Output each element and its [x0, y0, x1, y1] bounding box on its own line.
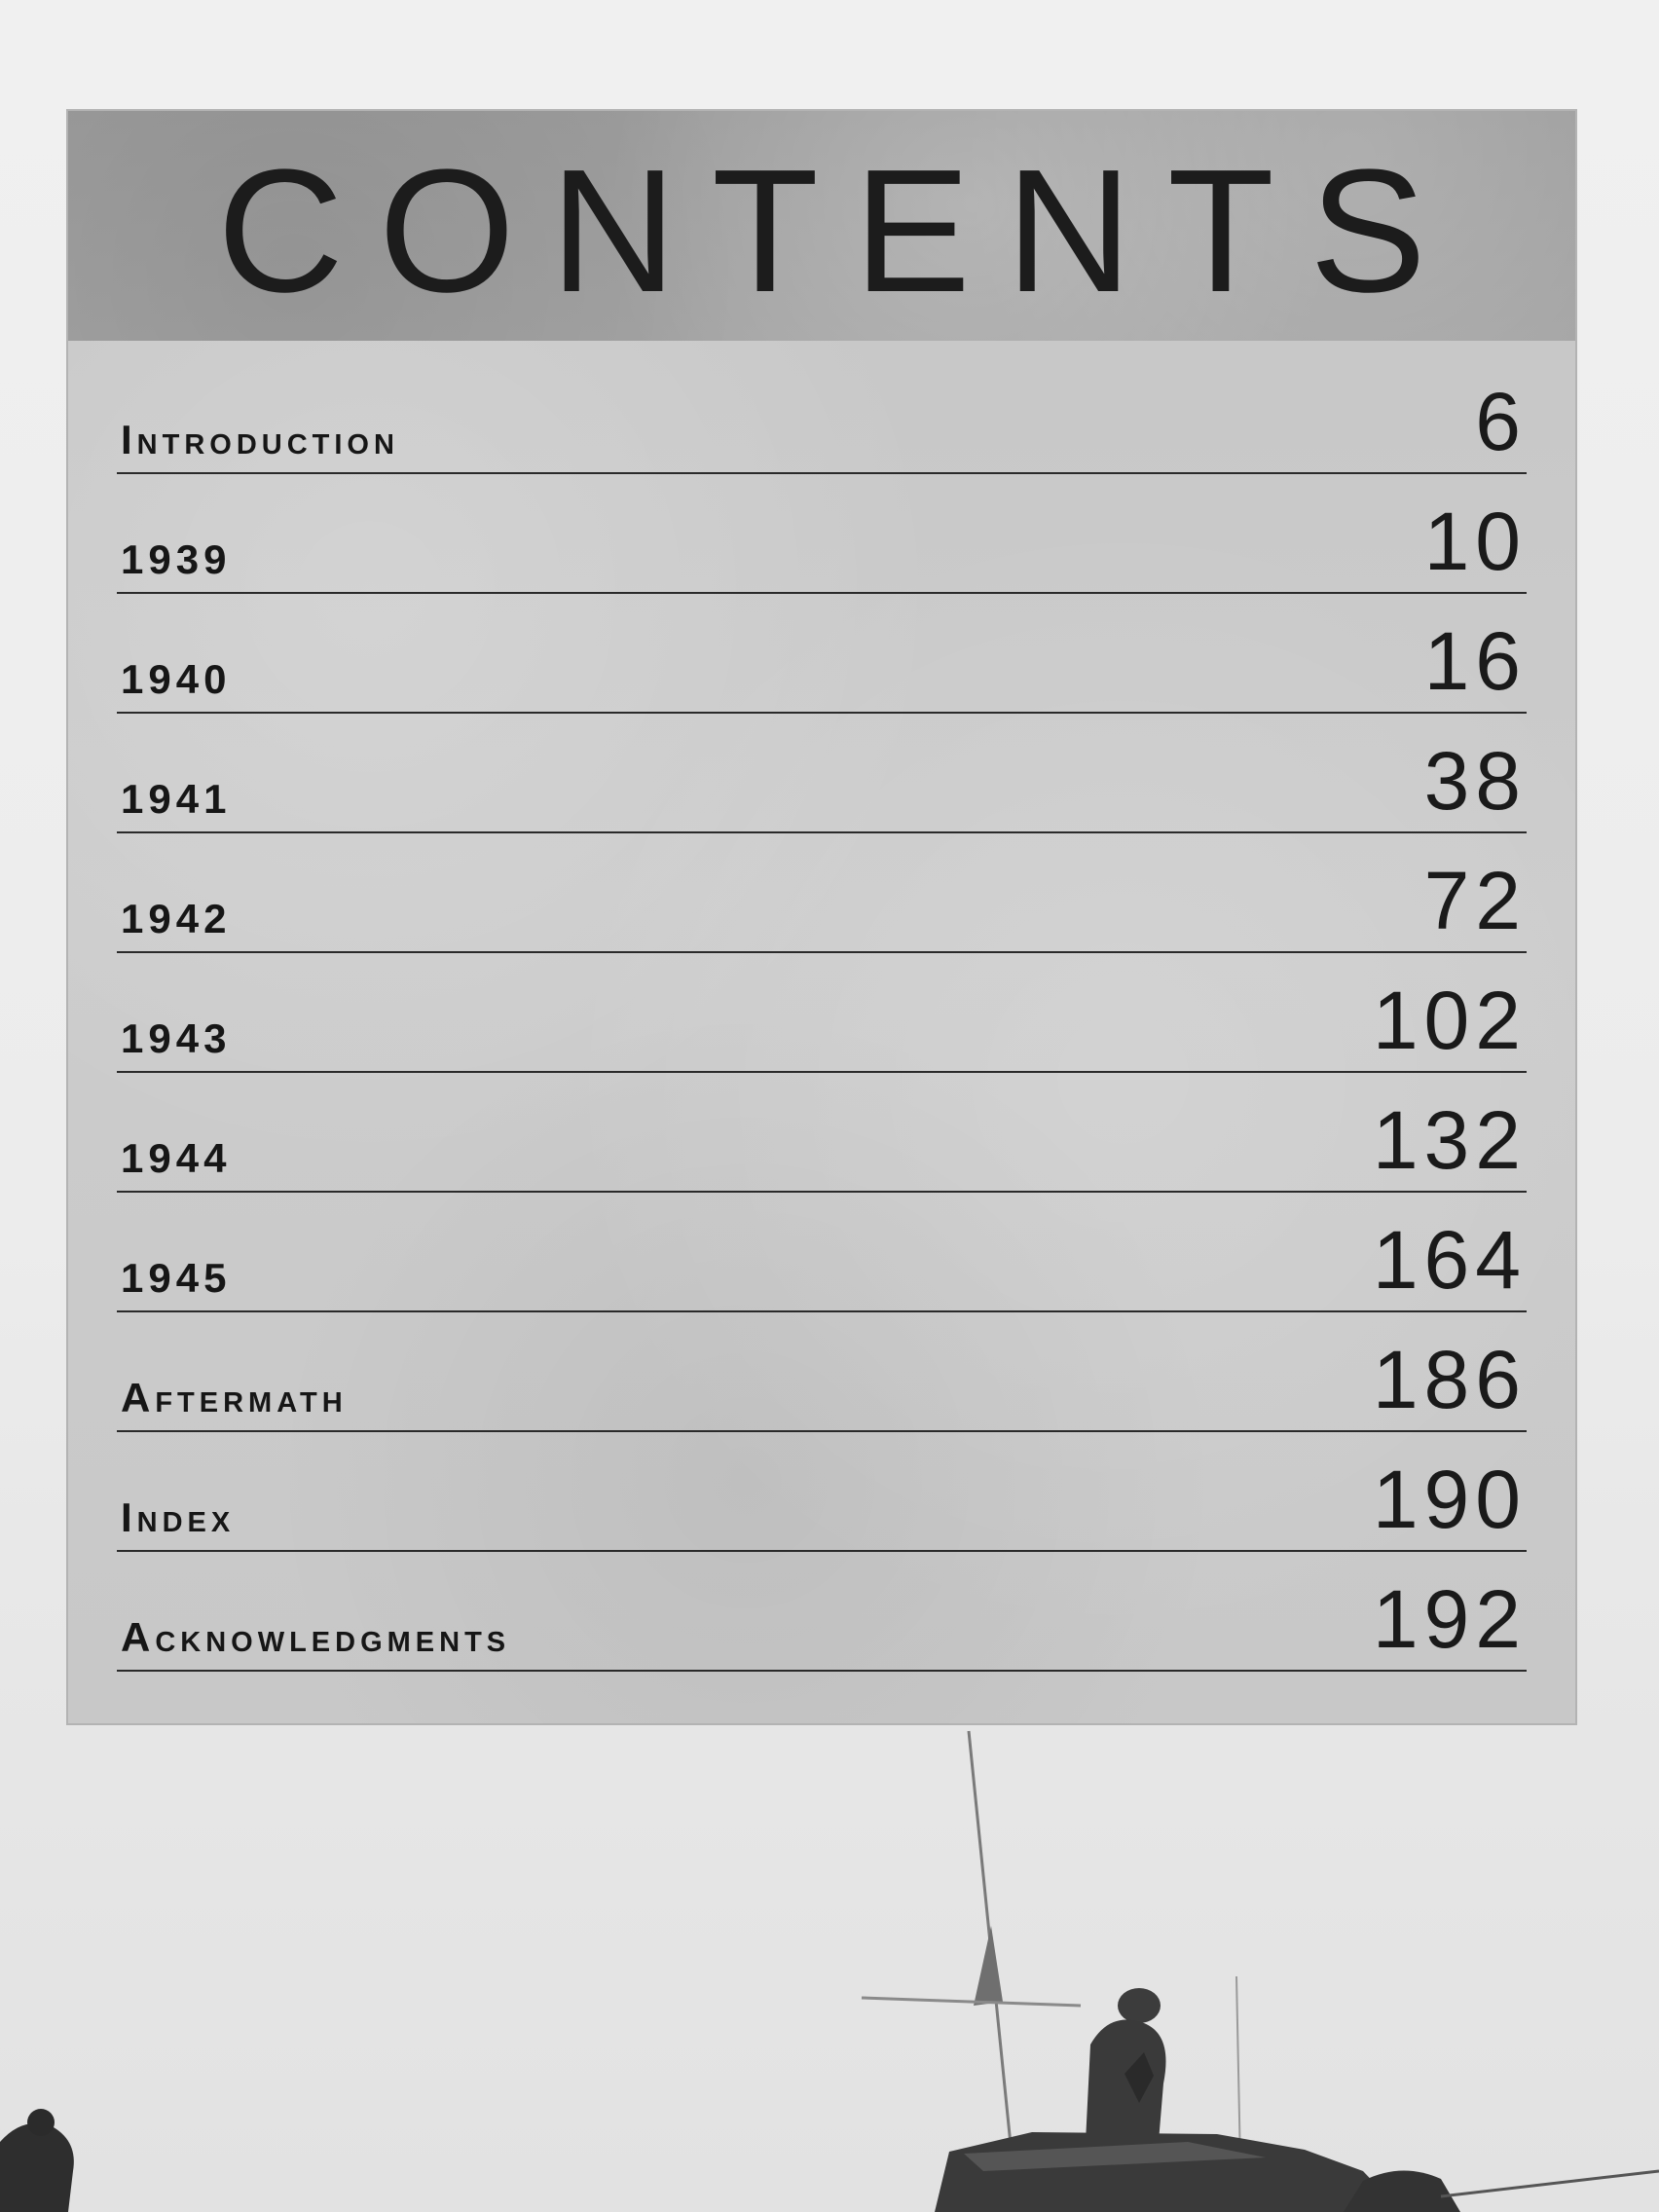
toc-entry-label: Index [121, 1494, 236, 1540]
toc-entry-label: Introduction [121, 417, 399, 462]
toc-entry-index[interactable] [117, 1432, 1527, 1552]
toc-entry-label: 1944 [121, 1135, 232, 1181]
toc-entry-1943[interactable] [117, 953, 1527, 1073]
toc-entry-1941[interactable] [117, 714, 1527, 833]
toc-entry-label: 1941 [121, 776, 232, 822]
toc-entry-1944[interactable] [117, 1073, 1527, 1193]
toc-entry-page: 192 [1372, 1573, 1527, 1665]
toc-entry-label: Acknowledgments [121, 1614, 511, 1660]
toc-entry-acknowledgments[interactable] [117, 1552, 1527, 1672]
toc-entry-page: 102 [1372, 975, 1527, 1066]
contents-header [68, 111, 1575, 341]
toc-entry-page: 72 [1423, 855, 1527, 946]
toc-entry-1942[interactable] [117, 833, 1527, 953]
vehicle-photo [0, 1714, 1659, 2212]
toc-entry-1939[interactable] [117, 474, 1527, 594]
toc-entry-aftermath[interactable] [117, 1312, 1527, 1432]
contents-panel [66, 109, 1577, 1725]
toc-entry-page: 6 [1475, 376, 1527, 467]
toc-entry-page: 16 [1423, 615, 1527, 707]
toc-entry-label: 1942 [121, 896, 232, 941]
toc-entry-label: 1940 [121, 656, 232, 702]
toc-entry-label: Aftermath [121, 1375, 348, 1420]
toc-entry-page: 164 [1372, 1214, 1527, 1306]
toc-entry-page: 186 [1372, 1334, 1527, 1425]
toc-entry-page: 38 [1423, 735, 1527, 827]
toc-entry-introduction[interactable] [117, 354, 1527, 474]
toc-entry-page: 190 [1372, 1454, 1527, 1545]
toc-entry-1945[interactable] [117, 1193, 1527, 1312]
toc-entry-1940[interactable] [117, 594, 1527, 714]
page-title: CONTENTS [217, 133, 1461, 329]
toc-entry-label: 1945 [121, 1255, 232, 1301]
table-of-contents [117, 354, 1527, 1672]
toc-entry-label: 1939 [121, 536, 232, 582]
toc-entry-page: 10 [1423, 496, 1527, 587]
toc-entry-page: 132 [1372, 1094, 1527, 1186]
toc-entry-label: 1943 [121, 1015, 232, 1061]
